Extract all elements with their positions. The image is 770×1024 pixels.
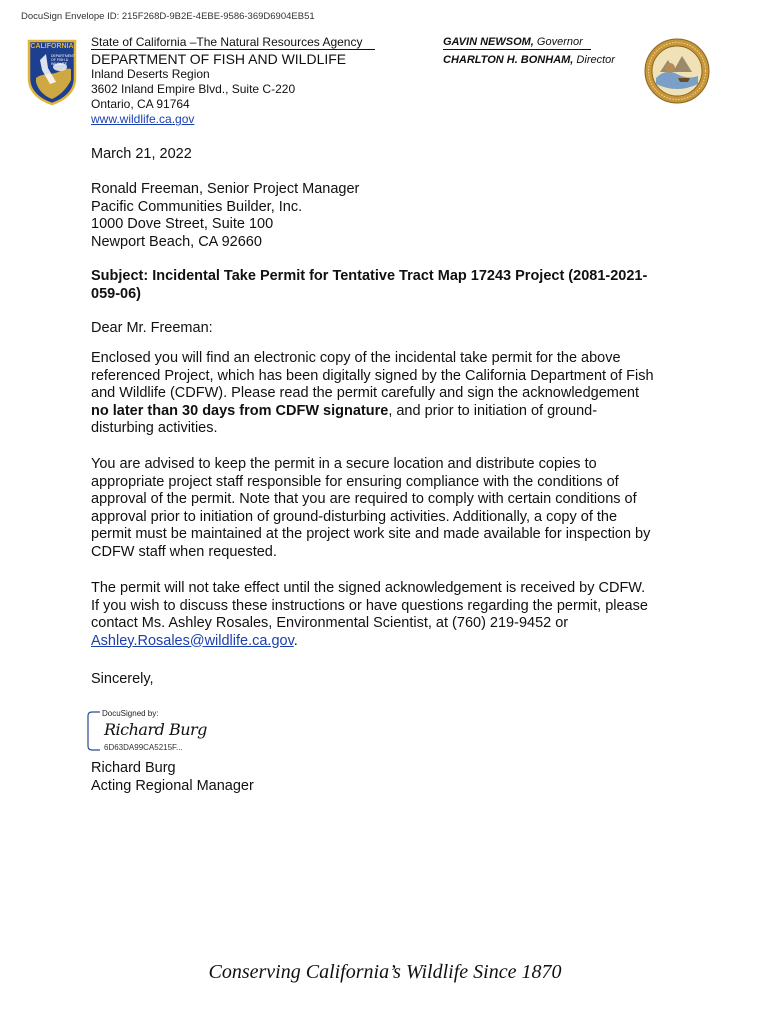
text-line: The permit will not take effect until the signed acknowledgement is received by CDFW. bbox=[91, 580, 646, 596]
text-line: disturbing activities. bbox=[91, 420, 218, 436]
signer-title: Acting Regional Manager bbox=[91, 777, 254, 794]
governor-line bbox=[443, 35, 591, 50]
footer-motto: Conserving California’s Wildlife Since 1870 bbox=[208, 961, 562, 983]
subject-line-2: 059-06) bbox=[91, 285, 141, 302]
text-line: Enclosed you will find an electronic copy of the incidental take permit for the above bbox=[91, 350, 621, 366]
letter-date: March 21, 2022 bbox=[91, 146, 192, 162]
department-name: DEPARTMENT OF FISH AND WILDLIFE bbox=[91, 51, 347, 67]
recipient-line: 1000 Dove Street, Suite 100 bbox=[91, 216, 274, 232]
text-line: If you wish to discuss these instructions or have questions regarding the permit, please bbox=[91, 597, 648, 614]
paragraph-3 bbox=[91, 580, 691, 650]
text-line: You are advised to keep the permit in a secure location and distribute copies to bbox=[91, 456, 597, 472]
docusign-code: 6D63DA99CA5215F... bbox=[104, 743, 183, 752]
logo-title: CALIFORNIA bbox=[30, 43, 74, 50]
address-line-2: Ontario, CA 91764 bbox=[91, 97, 190, 111]
agency-line: State of California –The Natural Resources Agency bbox=[91, 35, 375, 50]
region-name: Inland Deserts Region bbox=[91, 67, 210, 81]
subject-line bbox=[91, 268, 691, 303]
recipient-line: Newport Beach, CA 92660 bbox=[91, 233, 262, 250]
text-line: referenced Project, which has been digitally signed by the California Department of Fish bbox=[91, 367, 654, 384]
governor-name: GAVIN NEWSOM, bbox=[443, 36, 534, 48]
text-line: contact Ms. Ashley Rosales, Environmental Scientist, at (760) 219-9452 or bbox=[91, 615, 569, 631]
closing: Sincerely, bbox=[91, 671, 154, 687]
seal-icon bbox=[644, 38, 710, 104]
text-line: appropriate project staff responsible for ensuring compliance with the conditions of bbox=[91, 473, 619, 490]
director-line bbox=[443, 53, 615, 67]
contact-email-link[interactable]: Ashley.Rosales@wildlife.ca.gov bbox=[91, 632, 294, 649]
text-span: , and prior to initiation of ground- bbox=[388, 402, 598, 419]
paragraph-2 bbox=[91, 456, 691, 561]
handwritten-signature: Richard Burg bbox=[104, 720, 207, 739]
address-line-1: 3602 Inland Empire Blvd., Suite C-220 bbox=[91, 82, 296, 96]
subject-line-1: Subject: Incidental Take Permit for Tentative Tract Map 17243 Project (2081-2021- bbox=[91, 268, 648, 284]
text-line: CDFW staff when requested. bbox=[91, 543, 277, 560]
salutation: Dear Mr. Freeman: bbox=[91, 320, 213, 336]
recipient-line: Pacific Communities Builder, Inc. bbox=[91, 198, 303, 215]
governor-title: Governor bbox=[533, 36, 583, 48]
director-title: Director bbox=[573, 54, 615, 66]
recipient-line: Ronald Freeman, Senior Project Manager bbox=[91, 181, 360, 197]
text-line: and Wildlife (CDFW). Please read the permit carefully and sign the acknowledgement bbox=[91, 385, 640, 401]
paragraph-1 bbox=[91, 350, 691, 438]
text-line bbox=[91, 633, 691, 651]
director-name: CHARLTON H. BONHAM, bbox=[443, 54, 574, 66]
deadline-emphasis: no later than 30 days from CDFW signature bbox=[91, 402, 389, 419]
state-seal bbox=[644, 38, 710, 104]
website-link[interactable]: www.wildlife.ca.gov bbox=[91, 112, 195, 126]
logo-subtitle: DEPARTMENT OF FISH & WILDLIFE bbox=[51, 54, 75, 66]
signer-name: Richard Burg bbox=[91, 760, 176, 776]
text-line: permit must be maintained at the project work site and made available for inspection by bbox=[91, 526, 651, 542]
text-line: approval prior to initiation of ground-disturbing activities. Additionally, a copy of the bbox=[91, 508, 618, 525]
docusign-label: DocuSigned by: bbox=[102, 709, 159, 718]
text-line: approval of the permit. Note that you are required to comply with certain conditions of bbox=[91, 491, 637, 507]
recipient-block bbox=[91, 181, 359, 251]
text-line bbox=[91, 403, 691, 421]
text-span: . bbox=[293, 632, 298, 649]
cdfw-logo bbox=[26, 38, 78, 106]
region-address bbox=[91, 67, 295, 127]
signer-block bbox=[91, 760, 254, 795]
docusign-envelope-id: DocuSign Envelope ID: 215F268D-9B2E-4EBE-9586-369D6904EB51 bbox=[21, 11, 315, 22]
